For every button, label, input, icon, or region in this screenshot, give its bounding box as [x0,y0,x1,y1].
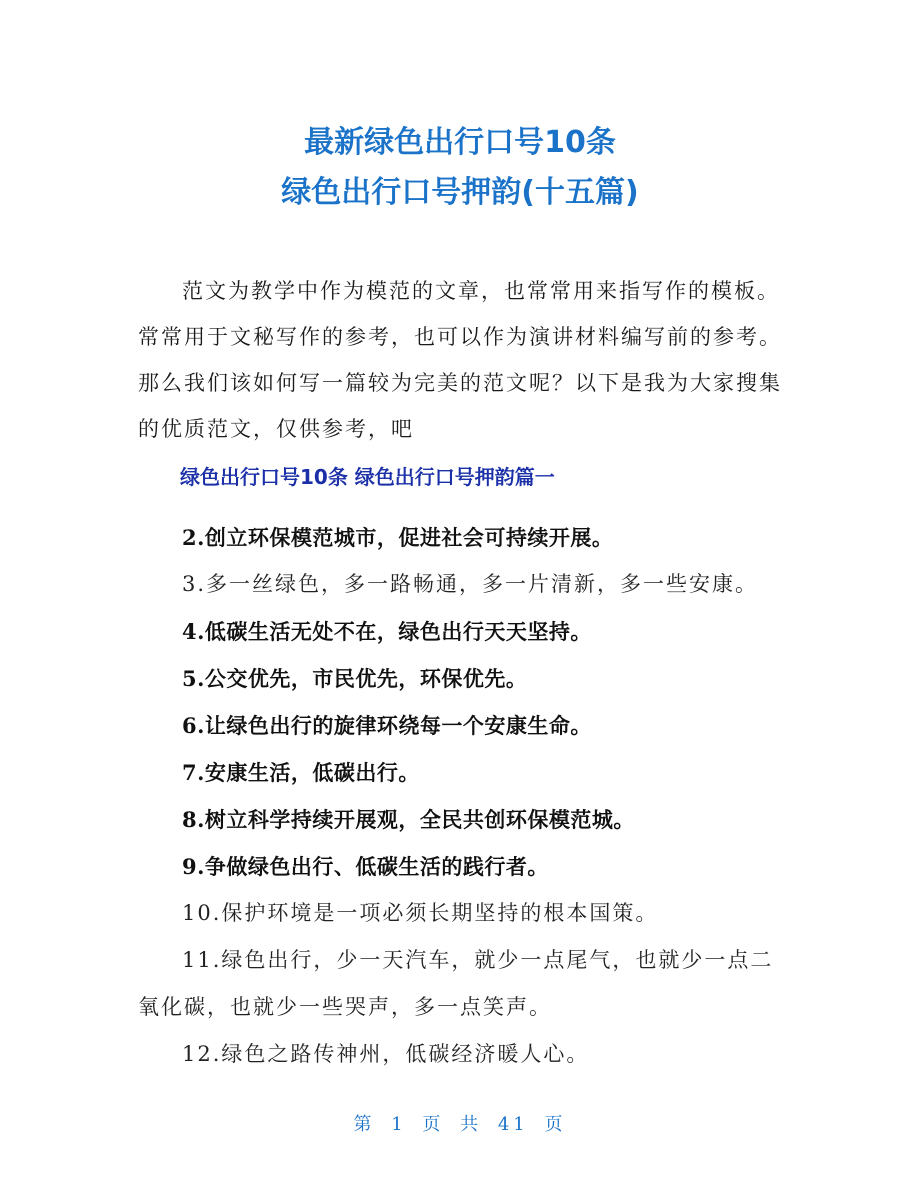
list-item: 9.争做绿色出行、低碳生活的践行者。 [182,854,549,879]
list-item: 4.低碳生活无处不在，绿色出行天天坚持。 [182,619,592,644]
list-item: 7.安康生活，低碳出行。 [182,760,420,785]
list-item: 8.树立科学持续开展观，全民共创环保模范城。 [182,807,635,832]
title-line-2: 绿色出行口号押韵(十五篇) [281,175,639,210]
title-line-1: 最新绿色出行口号10条 [304,125,616,160]
list-item: 2.创立环保模范城市，促进社会可持续开展。 [182,525,614,550]
page-number-footer: 第 1 页 共 41 页 [353,1114,567,1135]
document-title [0,118,920,218]
list-item: 6.让绿色出行的旋律环绕每一个安康生命。 [182,713,592,738]
list-item: 11.绿色出行，少一天汽车，就少一点尾气，也就少一点二氧化碳，也就少一些哭声，多一点笑声。 [138,948,774,1019]
intro-text: 范文为教学中作为模范的文章，也常常用来指写作的模板。常常用于文秘写作的参考，也可以作为演讲材料编写前的参考。那么我们该如何写一篇较为完美的范文呢？以下是我为大家搜集的优质范文，仅供参考，吧 [138,279,782,441]
intro-paragraph [138,268,788,452]
list-item: 3.多一丝绿色，多一路畅通，多一片清新，多一些安康。 [182,572,759,596]
slogan-list [138,514,788,1078]
list-item: 5.公交优先，市民优先，环保优先。 [182,666,528,691]
section-heading: 绿色出行口号10条 绿色出行口号押韵篇一 [180,465,555,489]
list-item: 12.绿色之路传神州，低碳经济暖人心。 [182,1042,590,1066]
list-item: 10.保护环境是一项必须长期坚持的根本国策。 [182,901,659,925]
